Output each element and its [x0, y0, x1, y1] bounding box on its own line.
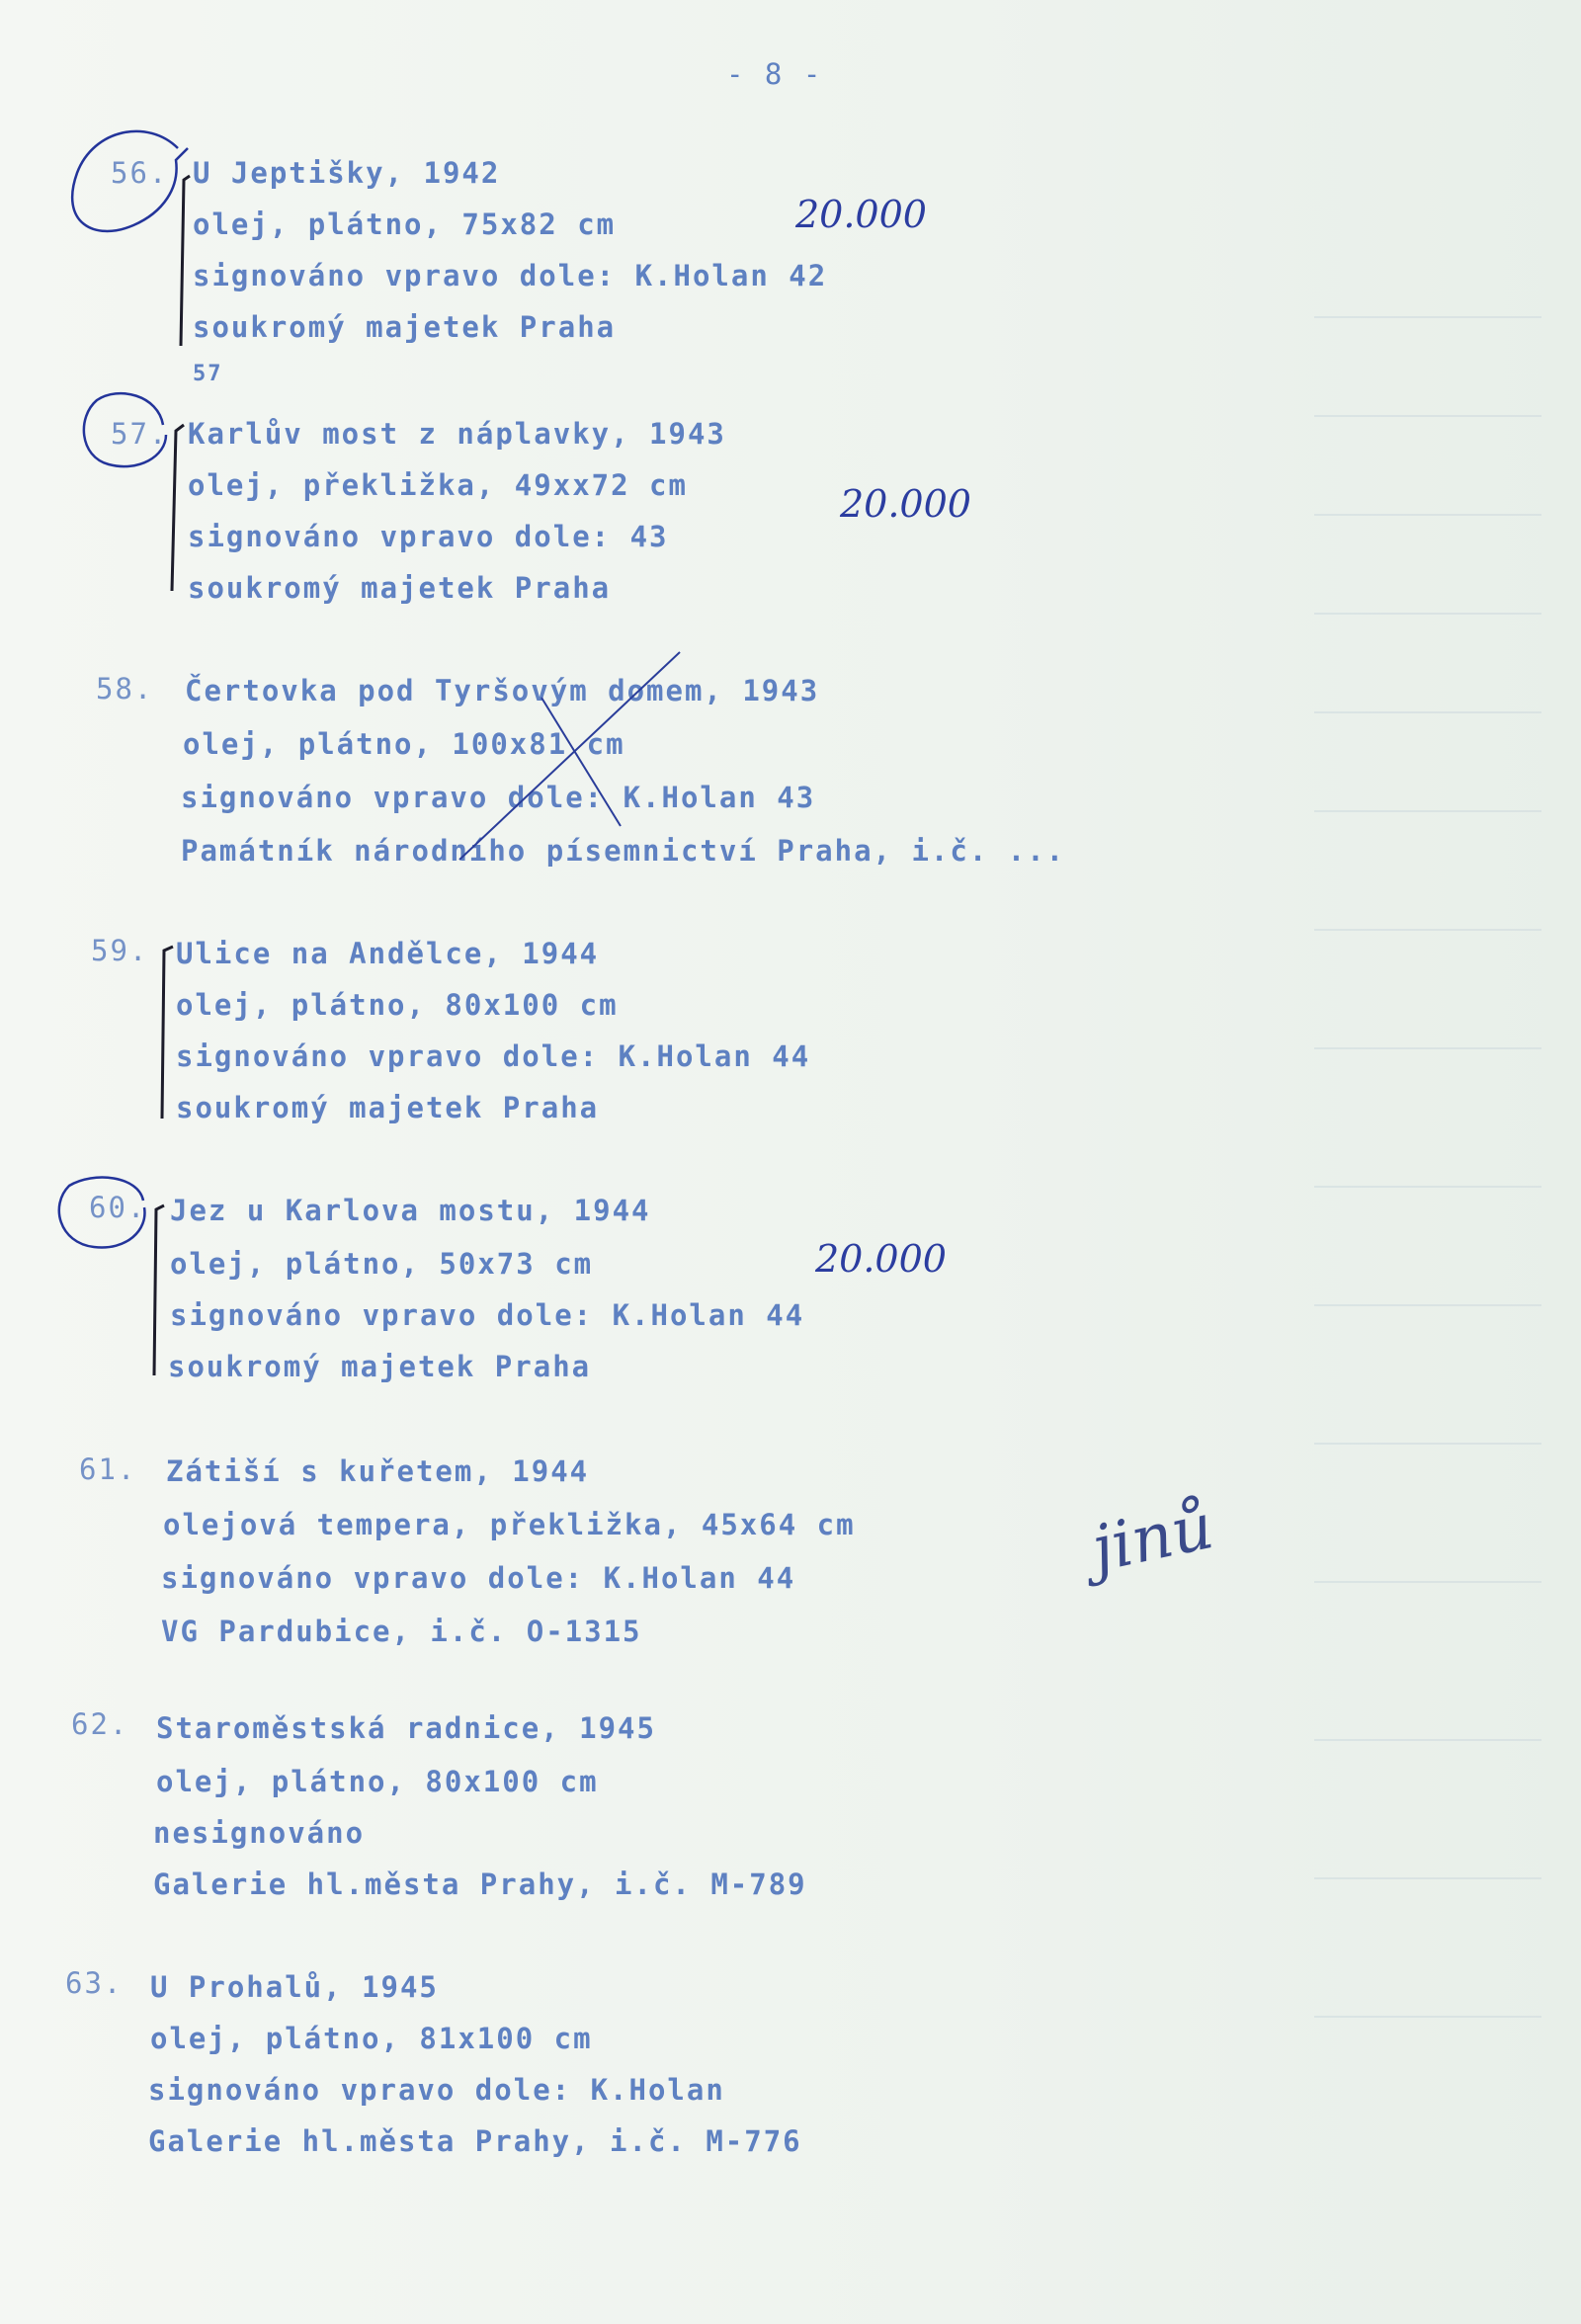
- show-through-line: [1314, 1186, 1541, 1188]
- bracket-mark: [154, 1205, 164, 1375]
- bracket-mark: [181, 176, 190, 346]
- entry-title: Ulice na Andělce, 1944: [176, 937, 600, 970]
- show-through-line: [1314, 613, 1541, 615]
- show-through-line: [1314, 929, 1541, 931]
- show-through-line: [1314, 415, 1541, 417]
- show-through-line: [1314, 1581, 1541, 1583]
- entry-title: U Prohalů, 1945: [150, 1970, 439, 2004]
- entry-number: 57.: [111, 417, 169, 451]
- entry-medium: olej, plátno, 80x100 cm: [156, 1765, 599, 1798]
- entry-location: Památník národního písemnictví Praha, i.č. ...: [181, 834, 1066, 868]
- entry-title: Staroměstská radnice, 1945: [156, 1711, 656, 1745]
- entry-signature: signováno vpravo dole: K.Holan 42: [193, 259, 828, 292]
- show-through-line: [1314, 810, 1541, 812]
- entry-medium: olejová tempera, překližka, 45x64 cm: [163, 1508, 856, 1541]
- entry-title: Zátiší s kuřetem, 1944: [166, 1454, 590, 1488]
- show-through-line: [1314, 1047, 1541, 1049]
- handwritten-note: jinů: [1085, 1490, 1220, 1587]
- entry-number: 59.: [91, 934, 149, 967]
- entry-location: Galerie hl.města Prahy, i.č. M-789: [153, 1868, 807, 1901]
- handwritten-price: 20.000: [840, 482, 971, 526]
- entry-signature: signováno vpravo dole: K.Holan 44: [161, 1561, 796, 1595]
- entry-signature: signováno vpravo dole: K.Holan: [148, 2073, 725, 2107]
- entry-note: 57: [193, 362, 223, 386]
- entry-medium: olej, překližka, 49xx72 cm: [188, 468, 688, 502]
- bracket-mark: [172, 425, 184, 591]
- entry-signature: signováno vpravo dole: K.Holan 44: [176, 1039, 811, 1073]
- entry-number: 56.: [111, 156, 169, 190]
- entry-location: soukromý majetek Praha: [176, 1091, 600, 1124]
- entry-medium: olej, plátno, 81x100 cm: [150, 2022, 593, 2055]
- page-number: - 8 -: [726, 57, 823, 91]
- entry-medium: olej, plátno, 80x100 cm: [176, 988, 619, 1022]
- show-through-line: [1314, 2016, 1541, 2018]
- entry-location: Galerie hl.města Prahy, i.č. M-776: [148, 2124, 802, 2158]
- entry-location: soukromý majetek Praha: [188, 571, 612, 605]
- entry-number: 60.: [89, 1191, 147, 1224]
- entry-location: soukromý majetek Praha: [193, 310, 617, 344]
- entry-medium: olej, plátno, 75x82 cm: [193, 208, 617, 241]
- entry-title: Jez u Karlova mostu, 1944: [170, 1194, 651, 1227]
- entry-location: VG Pardubice, i.č. O-1315: [161, 1615, 642, 1648]
- entry-number: 61.: [79, 1452, 137, 1486]
- entry-number: 62.: [71, 1707, 129, 1741]
- show-through-line: [1314, 316, 1541, 318]
- entry-number: 58.: [96, 672, 154, 706]
- entry-signature: signováno vpravo dole: 43: [188, 520, 669, 553]
- show-through-line: [1314, 711, 1541, 713]
- show-through-line: [1314, 514, 1541, 516]
- show-through-line: [1314, 1877, 1541, 1879]
- handwritten-price: 20.000: [815, 1237, 947, 1281]
- show-through-line: [1314, 1443, 1541, 1445]
- entry-medium: olej, plátno, 100x81 cm: [183, 727, 625, 761]
- bracket-mark: [162, 947, 173, 1119]
- handwritten-price: 20.000: [795, 193, 927, 236]
- entry-title: U Jeptišky, 1942: [193, 156, 501, 190]
- show-through-line: [1314, 1739, 1541, 1741]
- entry-signature: signováno vpravo dole: K.Holan 43: [181, 781, 816, 814]
- entry-medium: olej, plátno, 50x73 cm: [170, 1247, 594, 1281]
- entry-title: Karlův most z náplavky, 1943: [188, 417, 726, 451]
- entry-title: Čertovka pod Tyršovým domem, 1943: [185, 674, 820, 707]
- entry-signature: nesignováno: [153, 1816, 366, 1850]
- entry-signature: signováno vpravo dole: K.Holan 44: [170, 1298, 805, 1332]
- entry-location: soukromý majetek Praha: [168, 1350, 592, 1383]
- entry-number: 63.: [65, 1966, 124, 2000]
- show-through-line: [1314, 1304, 1541, 1306]
